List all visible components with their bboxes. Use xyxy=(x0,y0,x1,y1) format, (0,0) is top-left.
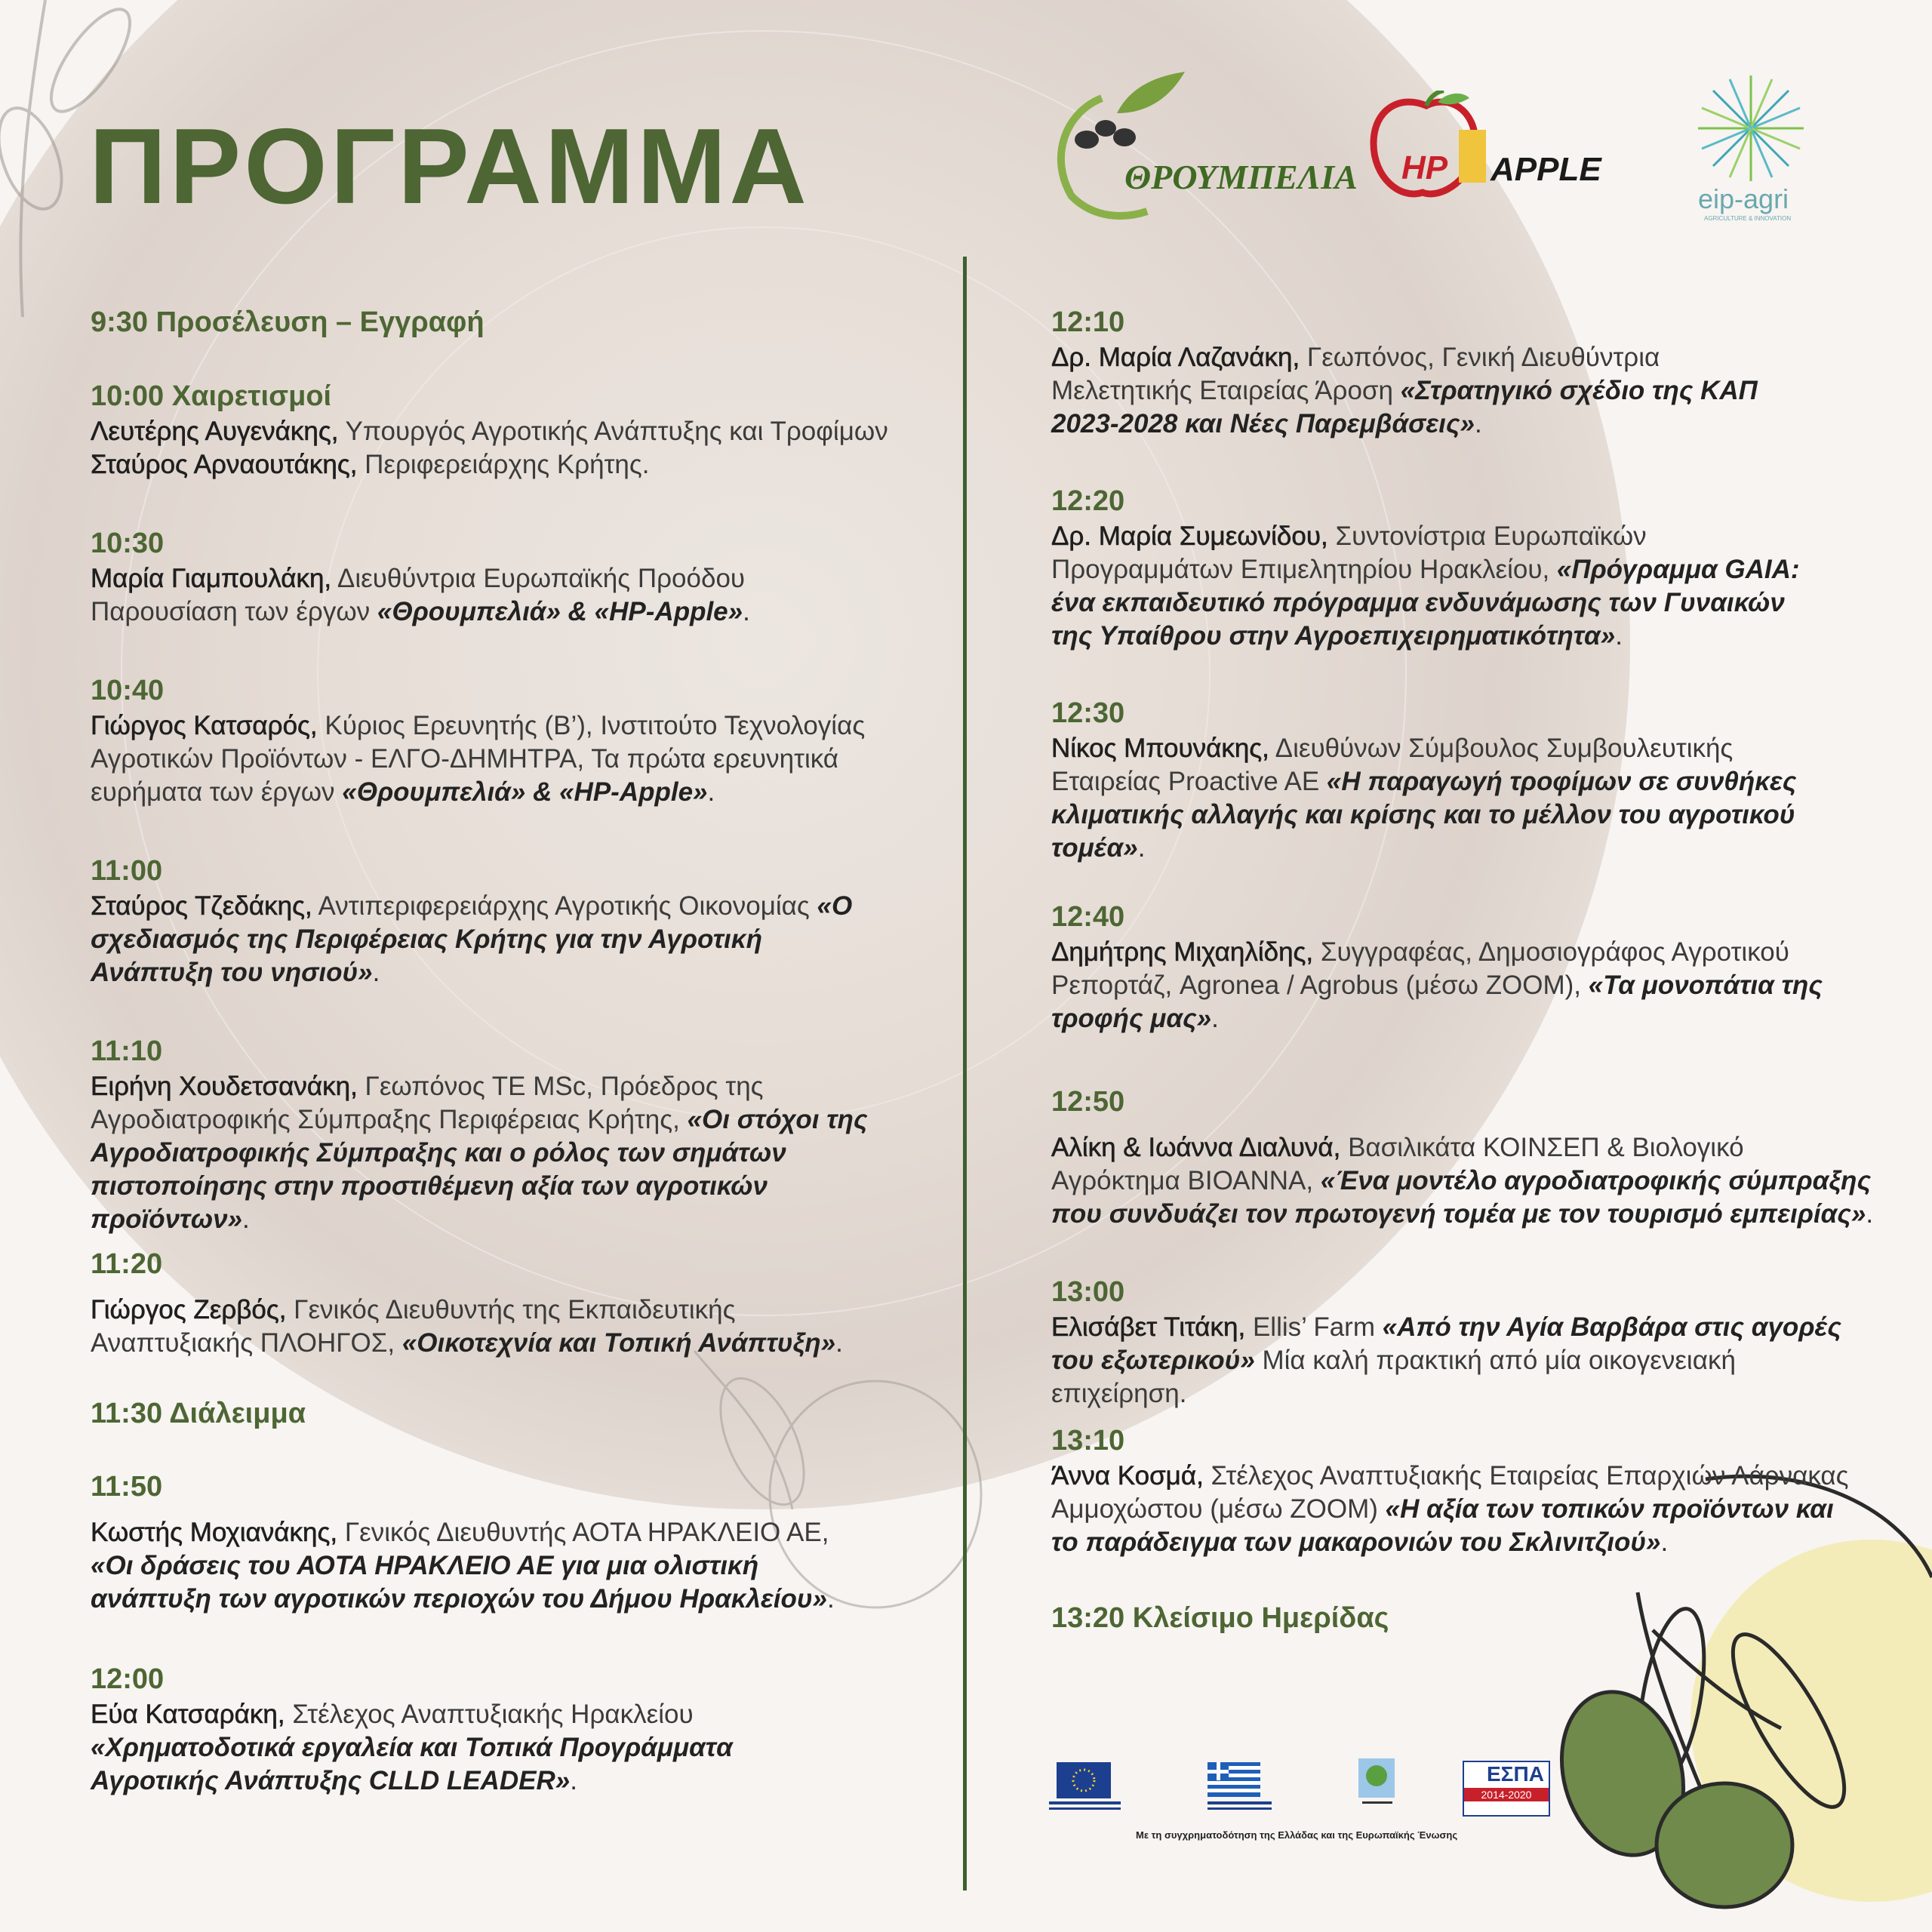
talk-title: «Πρόγραμμα GAIA: ένα εκπαιδευτικό πρόγραμμα ενδυνάμωσης των Γυναικών της Υπαίθρου στην Αγροεπιχειρηματικότητα» xyxy=(1051,555,1800,651)
hp-apple-prefix: HP xyxy=(1401,149,1448,186)
talk-title: «Τα μονοπάτια της τροφής μας» xyxy=(1051,971,1823,1033)
schedule-item-1110 xyxy=(91,1032,951,1236)
speaker-role: Υπουργός Αγροτικής Ανάπτυξης και Τροφίμων xyxy=(338,417,888,446)
talk-title: «Θρουμπελιά» & «HP-Apple» xyxy=(342,777,708,807)
speaker-role: Διευθύντρια Ευρωπαϊκής Προόδου Παρουσίαση των έργων xyxy=(91,564,746,626)
talk-title: «Οι δράσεις του ΑΟΤΑ ΗΡΑΚΛΕΙΟ ΑΕ για μια ολιστική ανάπτυξη των αγροτικών περιοχών του Δήμου Ηρακλείου» xyxy=(91,1551,828,1614)
item-time: 13:00 xyxy=(1051,1276,1125,1308)
schedule-item-1250 xyxy=(1051,1083,1881,1231)
schedule-item-1120 xyxy=(91,1245,951,1360)
item-end: . xyxy=(1866,1199,1874,1229)
schedule-item-1150 xyxy=(91,1468,951,1616)
talk-title: «Ένα μοντέλο αγροδιατροφικής σύμπραξης που συνδυάζει τον πρωτογενή τομέα με τον τουρισμό εμπειρίας» xyxy=(1051,1166,1872,1229)
schedule-item-1000 xyxy=(91,377,951,481)
schedule-item-1030 xyxy=(91,525,951,629)
item-time: 12:10 xyxy=(1051,306,1125,338)
item-end: . xyxy=(1474,409,1482,438)
speaker-name: Νίκος Μπουνάκης, xyxy=(1051,734,1269,763)
speaker-role: Συγγραφέας, Δημοσιογράφος Αγροτικού Ρεπορτάζ, Agronea / Agrobus (μέσω ZOOM), xyxy=(1051,937,1789,1000)
speaker-name: Γιώργος Ζερβός, xyxy=(91,1295,287,1324)
talk-title: «Οικοτεχνία και Τοπική Ανάπτυξη» xyxy=(401,1328,836,1358)
hp-apple-suffix: APPLE xyxy=(1491,151,1601,188)
item-time: 11:10 xyxy=(91,1035,163,1067)
schedule-item-1220 xyxy=(1051,482,1881,653)
item-end: . xyxy=(372,958,380,987)
greek-flag-icon xyxy=(1208,1762,1272,1810)
speaker-role: Στέλεχος Αναπτυξιακής Ηρακλείου xyxy=(285,1700,694,1729)
item-end: . xyxy=(1615,621,1623,651)
speaker-name: Άννα Κοσμά, xyxy=(1051,1461,1204,1491)
talk-title: «Στρατηγικό σχέδιο της ΚΑΠ 2023-2028 και Νέες Παρεμβάσεις» xyxy=(1051,376,1758,438)
item-time: 12:00 xyxy=(91,1663,165,1695)
item-time: 11:00 xyxy=(91,855,163,887)
item-time: 10:40 xyxy=(91,675,165,706)
speaker-role: Περιφερειάρχης Κρήτης. xyxy=(357,450,650,479)
espa-logo-text: ΕΣΠΑ xyxy=(1487,1762,1544,1786)
item-time: 13:20 Κλείσιμο Ημερίδας xyxy=(1051,1602,1389,1634)
schedule-item-1310 xyxy=(1051,1422,1881,1559)
item-time: 11:20 xyxy=(91,1248,163,1280)
item-end: . xyxy=(743,597,750,626)
speaker-name: Σταύρος Τζεδάκης, xyxy=(91,891,312,921)
item-end: Μία καλή πρακτική από μία οικογενειακή επιχείρηση. xyxy=(1051,1346,1736,1408)
page-title: ΠΡΟΓΡΑΜΜΑ xyxy=(89,106,810,226)
speaker-name: Εύα Κατσαράκη, xyxy=(91,1700,285,1729)
talk-title: «Η παραγωγή τροφίμων σε συνθήκες κλιματικής αλλαγής και κρίσης και το μέλλον του αγροτικού τομέα» xyxy=(1051,767,1797,863)
item-time: 10:00 Χαιρετισμοί xyxy=(91,380,332,412)
funding-logo-strip xyxy=(1023,1755,1536,1830)
item-end: . xyxy=(1137,833,1146,863)
schedule-item-1240 xyxy=(1051,898,1881,1035)
eip-agri-logo xyxy=(1683,72,1819,230)
schedule-item-1210 xyxy=(1051,303,1881,441)
throumpelia-logo-text: ΘΡΟΥΜΠΕΛΙΑ xyxy=(1124,158,1358,196)
item-time: 12:20 xyxy=(1051,485,1125,517)
item-time: 11:50 xyxy=(91,1471,163,1503)
funding-note: Με τη συγχρηματοδότηση της Ελλάδας και της Ευρωπαϊκής Ένωσης xyxy=(1136,1829,1458,1841)
talk-title: «Θρουμπελιά» & «HP-Apple» xyxy=(377,597,743,626)
schedule-item-1200 xyxy=(91,1660,951,1798)
speaker-name: Ελισάβετ Τιτάκη, xyxy=(1051,1312,1246,1342)
speaker-name: Δημήτρης Μιχαηλίδης, xyxy=(1051,937,1314,967)
item-end: . xyxy=(570,1766,577,1795)
schedule-item-1100 xyxy=(91,852,951,989)
item-end: . xyxy=(835,1328,843,1358)
item-time: 12:50 xyxy=(1051,1086,1125,1118)
speaker-role: Στέλεχος Αναπτυξιακής Εταιρείας Επαρχιών Λάρνακας Αμμοχώστου (μέσω ZOOM) xyxy=(1051,1461,1849,1524)
speaker-role: Γενικός Διευθυντής της Εκπαιδευτικής Αναπτυξιακής ΠΛΟΗΓΟΣ, xyxy=(91,1295,736,1358)
speaker-role: Γενικός Διευθυντής ΑΟΤΑ ΗΡΑΚΛΕΙΟ ΑΕ, xyxy=(337,1518,829,1547)
talk-title: «Από την Αγία Βαρβάρα στις αγορές του εξωτερικού» xyxy=(1051,1312,1841,1375)
speaker-name: Ειρήνη Χουδετσανάκη, xyxy=(91,1072,358,1101)
speaker-name: Δρ. Μαρία Συμεωνίδου, xyxy=(1051,521,1328,551)
item-end: . xyxy=(707,777,715,807)
schedule-item-1300 xyxy=(1051,1273,1881,1411)
speaker-role: Διευθύνων Σύμβουλος Συμβουλευτικής Εταιρείας Proactive AE xyxy=(1051,734,1734,796)
item-end: . xyxy=(1660,1527,1669,1557)
speaker-name: Δρ. Μαρία Λαζανάκη, xyxy=(1051,343,1300,372)
speaker-name: Σταύρος Αρναουτάκης, xyxy=(91,450,358,479)
eip-agri-burst-icon xyxy=(1683,72,1819,185)
speaker-role: Ellis’ Farm xyxy=(1245,1312,1383,1342)
speaker-name: Κωστής Μοχιανάκης, xyxy=(91,1518,338,1547)
speaker-role: Συντονίστρια Ευρωπαϊκών Προγραμμάτων Επιμελητηρίου Ηρακλείου, xyxy=(1051,521,1647,584)
apple-slice-icon xyxy=(1459,130,1486,183)
speaker-role: Βασιλικάτα ΚΟΙΝΣΕΠ & Βιολογικό Αγρόκτημα ΒΙΟΑΝΝΑ, xyxy=(1051,1133,1744,1195)
rural-development-icon xyxy=(1358,1758,1395,1804)
espa-logo xyxy=(1463,1761,1550,1817)
item-time: 13:10 xyxy=(1051,1425,1125,1457)
speaker-role: Αντιπεριφερειάρχης Αγροτικής Οικονομίας xyxy=(312,891,817,921)
olive-logo-icon xyxy=(1034,68,1291,226)
talk-title: «Η αξία των τοπικών προϊόντων και το παράδειγμα των μακαρονιών του Σκλινιτζιού» xyxy=(1051,1494,1834,1557)
schedule-item-0930 xyxy=(91,303,951,341)
speaker-name: Γιώργος Κατσαρός, xyxy=(91,711,318,740)
espa-years: 2014-2020 xyxy=(1464,1788,1549,1801)
speaker-name: Αλίκη & Ιωάννα Διαλυνά, xyxy=(1051,1133,1341,1162)
speaker-role: Κύριος Ερευνητής (Β’), Ινστιτούτο Τεχνολογίας Αγροτικών Προϊόντων - ΕΛΓΟ-ΔΗΜΗΤΡΑ, Τα πρώτα ερευνητικά ευρήματα των έργων xyxy=(91,711,866,807)
item-end: . xyxy=(827,1584,835,1614)
throumpelia-logo xyxy=(1034,68,1358,226)
eip-agri-subtext: AGRICULTURE & INNOVATION xyxy=(1704,215,1792,222)
item-time: 12:30 xyxy=(1051,697,1125,729)
item-end: . xyxy=(1211,1004,1219,1033)
talk-title: «Ο σχεδιασμός της Περιφέρειας Κρήτης για την Αγροτική Ανάπτυξη του νησιού» xyxy=(91,891,853,987)
speaker-role: Γεωπόνος, Γενική Διευθύντρια Μελετητικής Εταιρείας Άροση xyxy=(1051,343,1660,405)
speaker-name: Λευτέρης Αυγενάκης, xyxy=(91,417,339,446)
item-time: 12:40 xyxy=(1051,901,1125,933)
talk-title: «Οι στόχοι της Αγροδιατροφικής Σύμπραξης και ο ρόλος των σημάτων πιστοποίησης στην προστιθέμενη αξία των αγροτικών προϊόντων» xyxy=(91,1105,868,1234)
item-time: 11:30 Διάλειμμα xyxy=(91,1398,306,1429)
speaker-role: Γεωπόνος ΤΕ MSc, Πρόεδρος της Αγροδιατροφικής Σύμπραξης Περιφέρειας Κρήτης, xyxy=(91,1072,764,1134)
item-end: . xyxy=(242,1204,250,1234)
schedule-item-1320 xyxy=(1051,1599,1881,1637)
schedule-item-1040 xyxy=(91,672,951,809)
item-time: 9:30 Προσέλευση – Εγγραφή xyxy=(91,306,485,338)
column-divider xyxy=(963,257,967,1890)
speaker-name: Μαρία Γιαμπουλάκη, xyxy=(91,564,332,593)
eip-agri-text: eip-agri xyxy=(1698,183,1789,214)
talk-title: «Χρηματοδοτικά εργαλεία και Τοπικά Προγράμματα Αγροτικής Ανάπτυξης CLLD LEADER» xyxy=(91,1733,733,1795)
schedule-item-1130 xyxy=(91,1395,951,1432)
hp-apple-logo xyxy=(1370,91,1604,204)
schedule-item-1230 xyxy=(1051,694,1881,865)
eu-flag-icon xyxy=(1057,1762,1111,1798)
item-time: 10:30 xyxy=(91,528,165,559)
